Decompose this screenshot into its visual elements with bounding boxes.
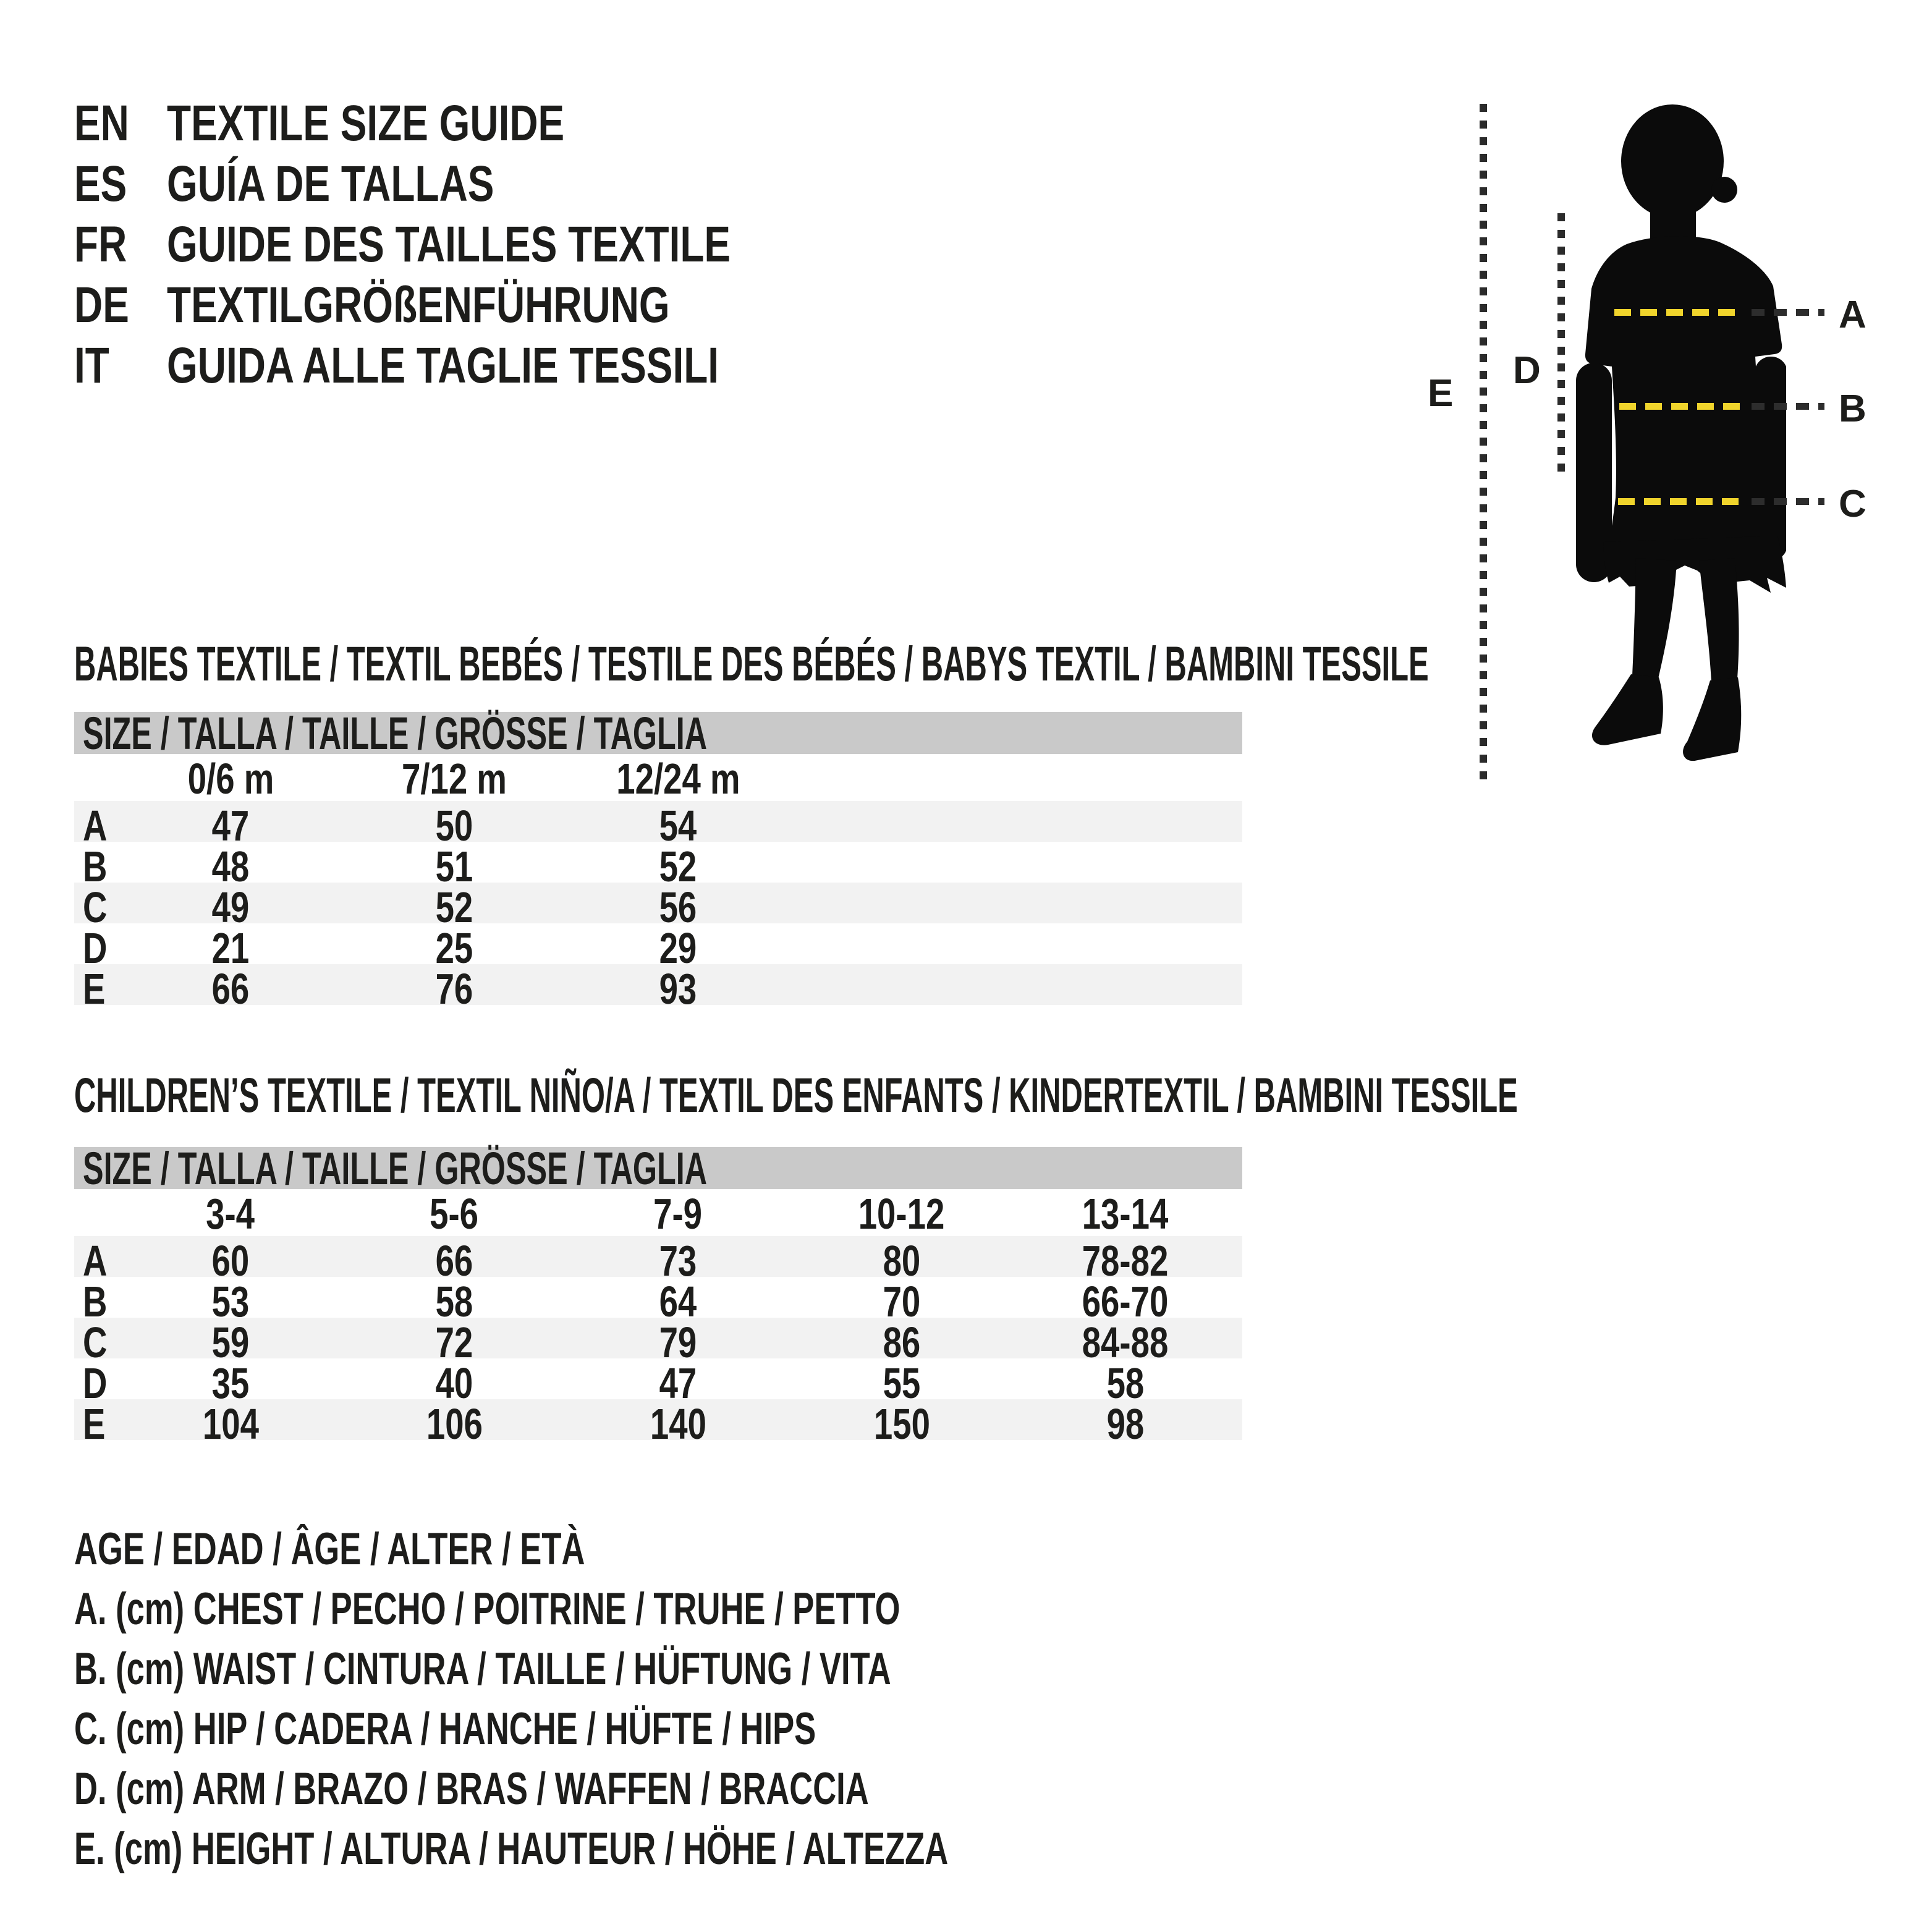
- row-label-B: B: [83, 842, 108, 891]
- lang-code-en: EN: [74, 95, 129, 151]
- table-row: A 47 50 54: [74, 801, 1242, 842]
- lang-row-de: [74, 275, 889, 336]
- hip-dash-dark-C: [1752, 498, 1824, 505]
- children-size-header-bar: SIZE / TALLA / TAILLE / GRÖSSE / TAGLIA: [74, 1147, 1242, 1189]
- legend-chest: A. (cm) CHEST / PECHO / POITRINE / TRUHE / PETTO: [74, 1584, 900, 1634]
- children-col-7-9: 7-9: [653, 1190, 703, 1238]
- babies-column-header-row: [74, 754, 1242, 801]
- measure-label-A: A: [1839, 294, 1866, 336]
- table-row: B 53 58 64 70 66-70: [74, 1277, 1242, 1318]
- legend-height: E. (cm) HEIGHT / ALTURA / HAUTEUR / HÖHE / ALTEZZA: [74, 1824, 949, 1874]
- lang-code-de: DE: [74, 277, 129, 333]
- language-title-block: [74, 93, 889, 396]
- row-label-A: A: [83, 802, 108, 850]
- table-row: E 104 106 140 150 98: [74, 1399, 1242, 1440]
- legend-age: AGE / EDAD / ÂGE / ALTER / ETÀ: [74, 1524, 585, 1574]
- waist-dash-dark-B: [1752, 403, 1824, 410]
- table-row: C 59 72 79 86 84-88: [74, 1318, 1242, 1358]
- child-measurement-figure: [1415, 93, 1932, 797]
- lang-code-es: ES: [74, 156, 127, 212]
- table-row: D 21 25 29: [74, 923, 1242, 964]
- children-col-13-14: 13-14: [1082, 1190, 1169, 1238]
- table-row: E 66 76 93: [74, 964, 1242, 1005]
- measure-label-C: C: [1839, 483, 1866, 525]
- babies-col-0-6m: 0/6 m: [187, 755, 274, 803]
- table-row: A 60 66 73 80 78-82: [74, 1236, 1242, 1277]
- row-label-B: B: [83, 1277, 108, 1326]
- row-label-A: A: [83, 1237, 108, 1285]
- babies-col-7-12m: 7/12 m: [402, 755, 507, 803]
- measurement-legend: [74, 1519, 1288, 1879]
- row-label-D: D: [83, 924, 108, 972]
- lang-row-es: [74, 154, 889, 214]
- children-col-3-4: 3-4: [206, 1190, 255, 1238]
- lang-title-de: TEXTILGRÖßENFÜHRUNG: [167, 277, 670, 333]
- children-col-10-12: 10-12: [858, 1190, 945, 1238]
- lang-title-it: GUIDA ALLE TAGLIE TESSILI: [167, 337, 719, 394]
- children-col-5-6: 5-6: [430, 1190, 479, 1238]
- row-label-D: D: [83, 1359, 108, 1407]
- row-label-E: E: [83, 965, 106, 1013]
- children-column-header-row: [74, 1189, 1242, 1236]
- chest-dash-yellow-A: [1614, 309, 1743, 316]
- measure-label-D: D: [1513, 349, 1541, 392]
- legend-waist: B. (cm) WAIST / CINTURA / TAILLE / HÜFTUNG / VITA: [74, 1644, 891, 1694]
- row-label-C: C: [83, 883, 108, 931]
- children-size-table: [74, 1142, 1242, 1448]
- measure-label-E: E: [1428, 372, 1454, 415]
- lang-code-fr: FR: [74, 216, 127, 273]
- lang-title-es: GUÍA DE TALLAS: [167, 156, 494, 212]
- chest-dash-dark-A: [1752, 309, 1824, 316]
- table-row: C 49 52 56: [74, 883, 1242, 923]
- hip-dash-yellow-C: [1618, 498, 1743, 505]
- babies-size-header-bar: SIZE / TALLA / TAILLE / GRÖSSE / TAGLIA: [74, 712, 1242, 754]
- children-section-title: CHILDREN’S TEXTILE / TEXTIL NIÑO/A / TEXTIL DES ENFANTS / KINDERTEXTIL / BAMBINI TESSILE: [74, 1067, 1518, 1122]
- table-row: B 48 51 52: [74, 842, 1242, 883]
- legend-hip: C. (cm) HIP / CADERA / HANCHE / HÜFTE / HIPS: [74, 1704, 816, 1754]
- arm-measure-line-D: [1557, 213, 1565, 473]
- measure-label-B: B: [1839, 388, 1866, 430]
- babies-section-title: BABIES TEXTILE / TEXTIL BEBÉS / TESTILE DES BÉBÉS / BABYS TEXTIL / BAMBINI TESSILE: [74, 636, 1429, 691]
- table-row: D 35 40 47 55 58: [74, 1358, 1242, 1399]
- lang-title-fr: GUIDE DES TAILLES TEXTILE: [167, 216, 731, 273]
- waist-dash-yellow-B: [1619, 403, 1740, 410]
- lang-title-en: TEXTILE SIZE GUIDE: [167, 95, 565, 151]
- babies-size-table: [74, 707, 1242, 1013]
- babies-col-12-24m: 12/24 m: [616, 755, 740, 803]
- legend-arm: D. (cm) ARM / BRAZO / BRAS / WAFFEN / BRACCIA: [74, 1764, 869, 1814]
- row-label-E: E: [83, 1400, 106, 1448]
- lang-row-it: [74, 336, 889, 396]
- lang-code-it: IT: [74, 337, 109, 394]
- row-label-C: C: [83, 1318, 108, 1366]
- lang-row-fr: [74, 214, 889, 275]
- lang-row-en: [74, 93, 889, 154]
